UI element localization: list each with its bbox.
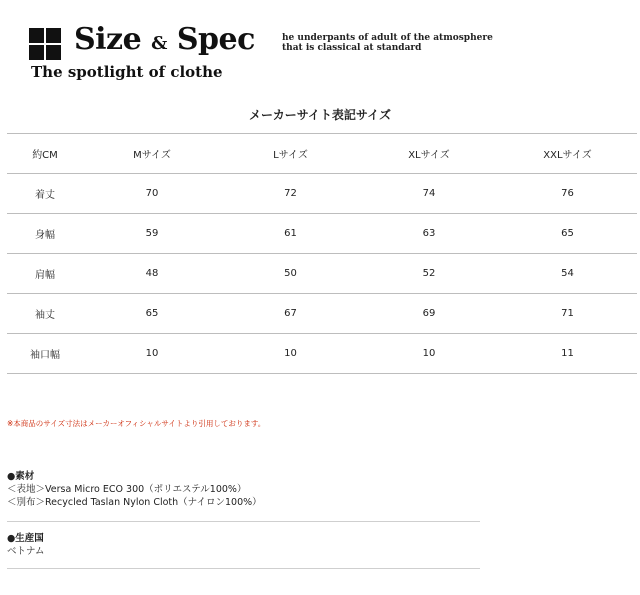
size-spec-table [7,133,637,374]
table-cell: 76 [498,174,637,214]
column-header-xl: XLサイズ [360,134,498,174]
size-source-note: ※本商品のサイズ寸法はメーカーオフィシャルサイトより引用しております。 [7,419,266,428]
table-row [7,174,637,214]
material-heading: ●素材 [7,471,35,482]
table-row [7,334,637,374]
table-cell: 48 [83,254,221,294]
table-cell: 11 [498,334,637,374]
brand-title [74,20,255,64]
table-cell: 10 [83,334,221,374]
table-cell: 59 [83,214,221,254]
table-cell: 71 [498,294,637,334]
row-label: 身幅 [7,214,83,254]
column-header-unit: 約CM [7,134,83,174]
brand-header [0,0,640,100]
brand-title-end: Spec [176,22,255,57]
column-header-l: Lサイズ [221,134,360,174]
column-header-m: Mサイズ [83,134,221,174]
brand-description-line: he underpants of adult of the atmosphere [282,33,493,43]
size-table-title: メーカーサイト表記サイズ [249,108,391,122]
brand-logo-squares-icon [29,28,61,60]
table-cell: 10 [360,334,498,374]
table-cell: 10 [221,334,360,374]
material-line-outer: ＜表地＞Versa Micro ECO 300（ポリエステル100%） [7,484,247,495]
table-cell: 72 [221,174,360,214]
table-row [7,294,637,334]
brand-description [282,33,493,53]
origin-section [7,532,480,558]
brand-title-main: Size [74,22,142,57]
column-header-xxl: XXLサイズ [498,134,637,174]
origin-heading: ●生産国 [7,533,44,544]
table-header-row [7,134,637,174]
brand-description-line: that is classical at standard [282,43,422,53]
table-cell: 50 [221,254,360,294]
row-label: 袖口幅 [7,334,83,374]
table-cell: 63 [360,214,498,254]
table-cell: 52 [360,254,498,294]
material-section [7,470,480,509]
brand-tagline: The spotlight of clothe [31,63,223,81]
row-label: 袖丈 [7,294,83,334]
row-label: 肩幅 [7,254,83,294]
table-cell: 67 [221,294,360,334]
table-cell: 65 [83,294,221,334]
table-cell: 74 [360,174,498,214]
brand-title-amp: & [151,33,167,54]
table-cell: 61 [221,214,360,254]
section-divider [7,521,480,522]
table-row [7,214,637,254]
origin-value: ベトナム [7,546,45,557]
material-line-secondary: ＜別布＞Recycled Taslan Nylon Cloth（ナイロン100%） [7,497,262,508]
table-cell: 54 [498,254,637,294]
section-divider [7,568,480,569]
table-cell: 65 [498,214,637,254]
table-cell: 69 [360,294,498,334]
table-row [7,254,637,294]
row-label: 着丈 [7,174,83,214]
table-cell: 70 [83,174,221,214]
